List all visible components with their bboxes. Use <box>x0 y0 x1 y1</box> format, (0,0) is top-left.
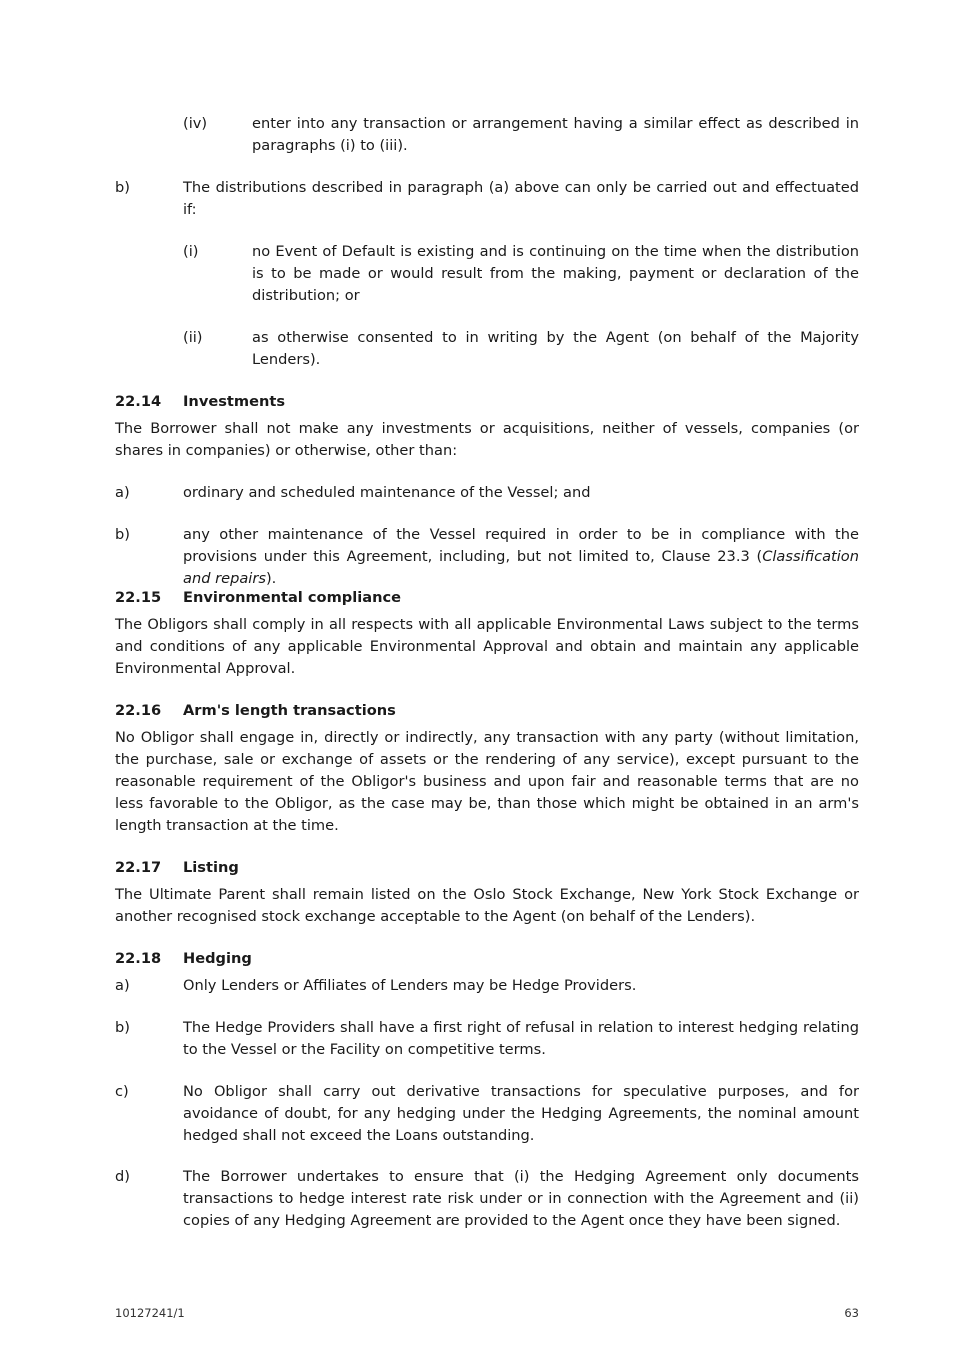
item-text-b: The distributions described in paragraph (a) above can only be carried out and effectuated if: <box>183 179 859 218</box>
item-text: Only Lenders or Affiliates of Lenders may be Hedge Providers. <box>183 977 637 994</box>
section-paragraph: The Borrower shall not make any investments or acquisitions, neither of vessels, companies (or shares in companies) or otherwise, other than: <box>115 420 859 459</box>
section-title: Arm's length transactions <box>183 702 396 719</box>
section-number: 22.14 <box>115 393 162 410</box>
item-text: ordinary and scheduled maintenance of the Vessel; and <box>183 484 591 501</box>
item-label: b) <box>115 526 130 543</box>
item-label: d) <box>115 1168 130 1185</box>
item-label-i: (i) <box>183 243 199 260</box>
item-label: b) <box>115 1019 130 1036</box>
section-title: Environmental compliance <box>183 589 402 606</box>
item-text-i: no Event of Default is existing and is continuing on the time when the distribution is to be made or would result from the making, payment or declaration of the distribution; or <box>252 243 859 304</box>
section-title: Listing <box>183 859 239 876</box>
section-number: 22.15 <box>115 589 162 606</box>
section-paragraph: The Obligors shall comply in all respects with all applicable Environmental Laws subject to the terms and conditions of any applicable Environmental Approval and obtain and maintain any applicable Environmental Approval. <box>115 616 859 677</box>
item-text-ii: as otherwise consented to in writing by the Agent (on behalf of the Majority Lenders). <box>252 329 859 368</box>
footer-page-number: 63 <box>844 1306 859 1320</box>
section-title: Investments <box>183 393 286 410</box>
item-label-ii: (ii) <box>183 329 203 346</box>
item-label-b: b) <box>115 179 130 196</box>
item-label-iv: (iv) <box>183 115 208 132</box>
clause-reference: Classification and repairs <box>183 548 859 587</box>
item-text-part: any other maintenance of the Vessel required in order to be in compliance with the provisions under this Agreement, including, but not limited to, Clause 23.3 ( <box>183 526 859 565</box>
item-label: a) <box>115 977 130 994</box>
footer-doc-id: 10127241/1 <box>115 1306 185 1320</box>
section-number: 22.16 <box>115 702 162 719</box>
item-text <box>183 524 859 590</box>
item-text-part: ). <box>265 570 277 587</box>
section-number: 22.18 <box>115 950 162 967</box>
item-text: The Hedge Providers shall have a first right of refusal in relation to interest hedging relating to the Vessel or the Facility on competitive terms. <box>183 1019 859 1058</box>
section-paragraph: No Obligor shall engage in, directly or indirectly, any transaction with any party (without limitation, the purchase, sale or exchange of assets or the rendering of any service), except pursuant to the reasonable requirement of the Obligor's business and upon fair and reasonable terms that are no less favorable to the Obligor, as the case may be, than those which might be obtained in an arm's length transaction at the time. <box>115 729 859 834</box>
section-title: Hedging <box>183 950 252 967</box>
item-label: a) <box>115 484 130 501</box>
section-paragraph: The Ultimate Parent shall remain listed on the Oslo Stock Exchange, New York Stock Exchange or another recognised stock exchange acceptable to the Agent (on behalf of the Lenders). <box>115 886 859 925</box>
section-number: 22.17 <box>115 859 162 876</box>
item-text-iv: enter into any transaction or arrangement having a similar effect as described in paragraphs (i) to (iii). <box>252 115 859 154</box>
item-text: No Obligor shall carry out derivative transactions for speculative purposes, and for avoidance of doubt, for any hedging under the Hedging Agreements, the nominal amount hedged shall not exceed the Loans outstanding. <box>183 1083 859 1144</box>
item-text: The Borrower undertakes to ensure that (i) the Hedging Agreement only documents transactions to hedge interest rate risk under or in connection with the Agreement and (ii) copies of any Hedging Agreement are provided to the Agent once they have been signed. <box>183 1168 859 1229</box>
item-label: c) <box>115 1083 129 1100</box>
